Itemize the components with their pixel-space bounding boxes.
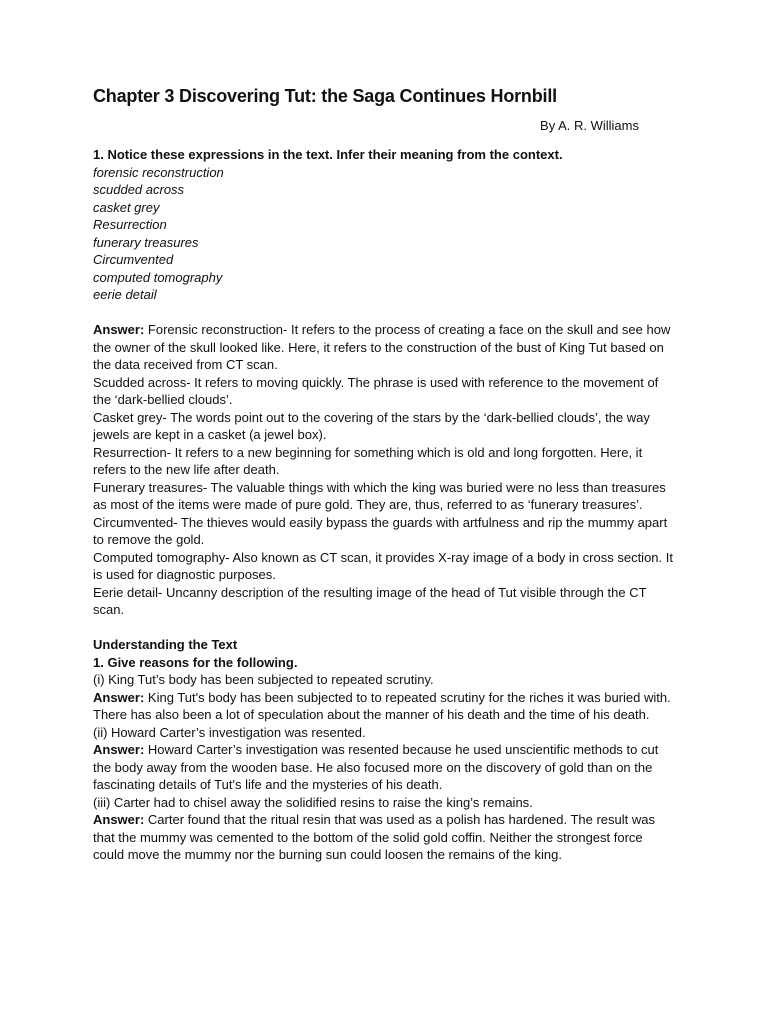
expression-item: casket grey <box>93 199 160 215</box>
question-1: 1. Notice these expressions in the text. Infer their meaning from the context. <box>93 147 563 162</box>
answer-text: Forensic reconstruction- It refers to the process of creating a face on the skull and see how the owner of the skull looked like. Here, it refers to the construction of the bust of King Tut based on the data received from CT scan. <box>93 322 671 372</box>
section-question: 1. Give reasons for the following. <box>93 654 298 670</box>
answer-text: King Tut's body has been subjected to to repeated scrutiny for the riches it was buried with. There has also been a lot of speculation about the manner of his death and the time of his death. <box>93 689 671 722</box>
sub-question: (iii) Carter had to chisel away the solidified resins to raise the king’s remains. <box>93 794 533 810</box>
document-body <box>93 146 677 864</box>
answer-paragraph: Funerary treasures- The valuable things with which the king was buried were no less than treasures as most of the items were made of pure gold. They are, thus, referred to as ‘funerary treasures’. <box>93 479 666 512</box>
answer-label: Answer: <box>93 812 145 827</box>
sub-question: (i) King Tut’s body has been subjected to repeated scrutiny. <box>93 672 434 687</box>
answer-label: Answer: <box>93 742 145 757</box>
answer-paragraph: Scudded across- It refers to moving quickly. The phrase is used with reference to the movement of the ‘dark-bellied clouds’. <box>93 374 659 407</box>
sub-answer <box>93 811 677 864</box>
answer-paragraph: Resurrection- It refers to a new beginning for something which is old and long forgotten. Here, it refers to the new life after death. <box>93 444 643 477</box>
author-byline: By A. R. Williams <box>540 118 639 133</box>
answer-text: Howard Carter’s investigation was resented because he used unscientific methods to cut the body away from the wooden base. He also focused more on the discovery of gold than on the fascinating details of Tut's life and the mysteries of his death. <box>93 742 659 792</box>
answer-paragraph: Computed tomography- Also known as CT scan, it provides X-ray image of a body in cross section. It is used for diagnostic purposes. <box>93 549 673 582</box>
answer-label: Answer: <box>93 322 145 337</box>
page-title: Chapter 3 Discovering Tut: the Saga Continues Hornbill <box>93 86 557 106</box>
expression-item: scudded across <box>93 182 185 197</box>
sub-answer <box>93 741 677 794</box>
spacer <box>93 619 677 637</box>
answer-text: Carter found that the ritual resin that was used as a polish has hardened. The result was that the mummy was cemented to the bottom of the solid gold coffin. Neither the strongest force could move the mummy nor the burning sun could loosen the remains of the king. <box>93 812 655 862</box>
expression-item: computed tomography <box>93 269 223 285</box>
expression-list <box>93 164 677 304</box>
answer-label: Answer: <box>93 689 145 705</box>
expression-item: Resurrection <box>93 217 167 232</box>
sub-answer <box>93 689 677 724</box>
answer-paragraph: Eerie detail- Uncanny description of the resulting image of the head of Tut visible through the CT scan. <box>93 584 647 617</box>
expression-item: forensic reconstruction <box>93 164 224 180</box>
section-heading: Understanding the Text <box>93 637 238 652</box>
answer-paragraph: Casket grey- The words point out to the covering of the stars by the ‘dark-bellied clouds’, the way jewels are kept in a casket (a jewel box). <box>93 409 650 442</box>
answer-paragraph <box>93 321 677 374</box>
answer-paragraph: Circumvented- The thieves would easily bypass the guards with artfulness and rip the mummy apart to remove the gold. <box>93 514 668 547</box>
sub-question: (ii) Howard Carter’s investigation was resented. <box>93 724 366 740</box>
expression-item: Circumvented <box>93 252 174 267</box>
expression-item: funerary treasures <box>93 234 199 250</box>
expression-item: eerie detail <box>93 287 157 302</box>
